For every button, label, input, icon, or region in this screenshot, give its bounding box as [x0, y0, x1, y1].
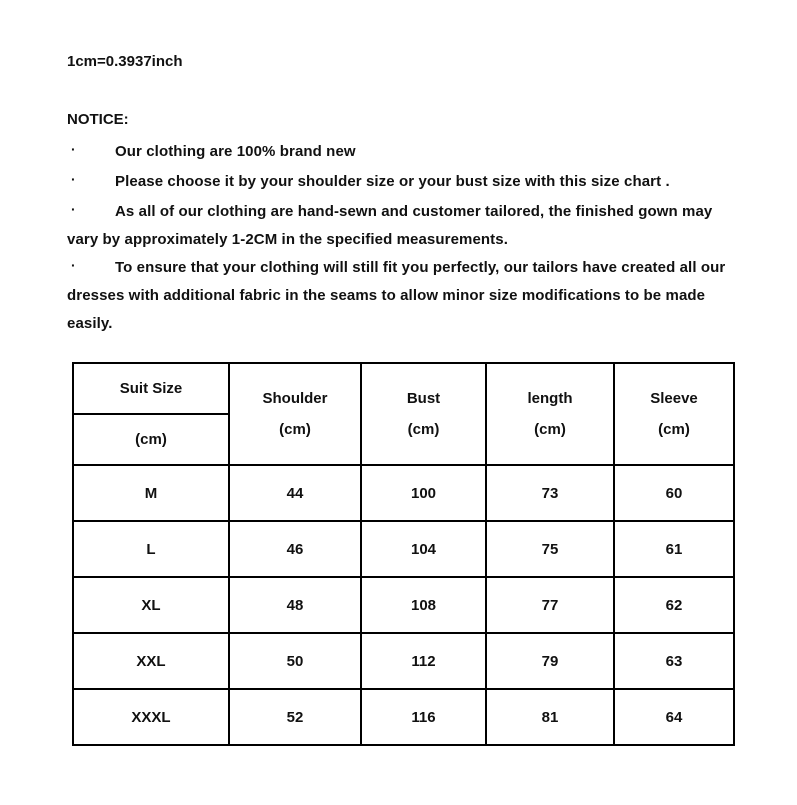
conversion-note: 1cm=0.3937inch	[67, 53, 183, 70]
length-cell: 81	[486, 689, 614, 745]
length-cell: 73	[486, 465, 614, 521]
size-cell: XXXL	[73, 689, 229, 745]
notice-item	[67, 198, 735, 254]
table-row-m	[73, 465, 734, 521]
table-row-xxxl	[73, 689, 734, 745]
shoulder-cell: 50	[229, 633, 361, 689]
table-header-row	[73, 363, 734, 414]
sleeve-cell: 61	[614, 521, 734, 577]
sleeve-cell: 62	[614, 577, 734, 633]
bullet-dot-icon: ·	[71, 141, 76, 157]
shoulder-cell: 46	[229, 521, 361, 577]
notice-item	[67, 168, 735, 196]
shoulder-cell: 48	[229, 577, 361, 633]
bust-cell: 108	[361, 577, 486, 633]
corner-cell-unit-label: (cm)	[73, 414, 229, 465]
column-header-label: length	[527, 390, 573, 407]
column-header-label: Sleeve	[650, 390, 698, 407]
shoulder-cell: 44	[229, 465, 361, 521]
table-row-xxl	[73, 633, 734, 689]
column-header-label: Shoulder	[262, 390, 328, 407]
table-row-l	[73, 521, 734, 577]
notice-item-text: Our clothing are 100% brand new	[115, 143, 356, 160]
size-cell: XXL	[73, 633, 229, 689]
notice-item-text: To ensure that your clothing will still fit you perfectly, our tailors have created all our dresses with additional fabric in the seams to allow minor size modifications to be made easily.	[67, 259, 726, 332]
bullet-dot-icon: ·	[71, 171, 76, 187]
bust-cell: 100	[361, 465, 486, 521]
size-chart-table	[72, 362, 735, 746]
bust-cell: 104	[361, 521, 486, 577]
notice-item	[67, 138, 735, 166]
size-cell: XL	[73, 577, 229, 633]
column-header-unit: (cm)	[407, 421, 440, 438]
notice-item-text: As all of our clothing are hand-sewn and customer tailored, the finished gown may vary by approximately 1-2CM in the specified measurements.	[67, 203, 713, 248]
shoulder-cell: 52	[229, 689, 361, 745]
sleeve-cell: 64	[614, 689, 734, 745]
table-row-xl	[73, 577, 734, 633]
bullet-dot-icon: ·	[71, 257, 76, 273]
size-cell: L	[73, 521, 229, 577]
sleeve-cell: 63	[614, 633, 734, 689]
sleeve-cell: 60	[614, 465, 734, 521]
column-header-label: Bust	[406, 390, 441, 407]
size-cell: M	[73, 465, 229, 521]
bust-cell: 112	[361, 633, 486, 689]
notice-title: NOTICE:	[67, 111, 129, 128]
notice-item	[67, 254, 735, 338]
column-header-sleeve	[614, 363, 734, 465]
column-header-length	[486, 363, 614, 465]
column-header-unit: (cm)	[658, 421, 690, 438]
length-cell: 79	[486, 633, 614, 689]
length-cell: 75	[486, 521, 614, 577]
bullet-dot-icon: ·	[71, 201, 76, 217]
column-header-bust	[361, 363, 486, 465]
column-header-shoulder	[229, 363, 361, 465]
length-cell: 77	[486, 577, 614, 633]
notice-item-text: Please choose it by your shoulder size or your bust size with this size chart .	[115, 173, 670, 190]
bust-cell: 116	[361, 689, 486, 745]
column-header-unit: (cm)	[534, 421, 566, 438]
column-header-unit: (cm)	[279, 421, 311, 438]
corner-cell-size-label: Suit Size	[73, 363, 229, 414]
